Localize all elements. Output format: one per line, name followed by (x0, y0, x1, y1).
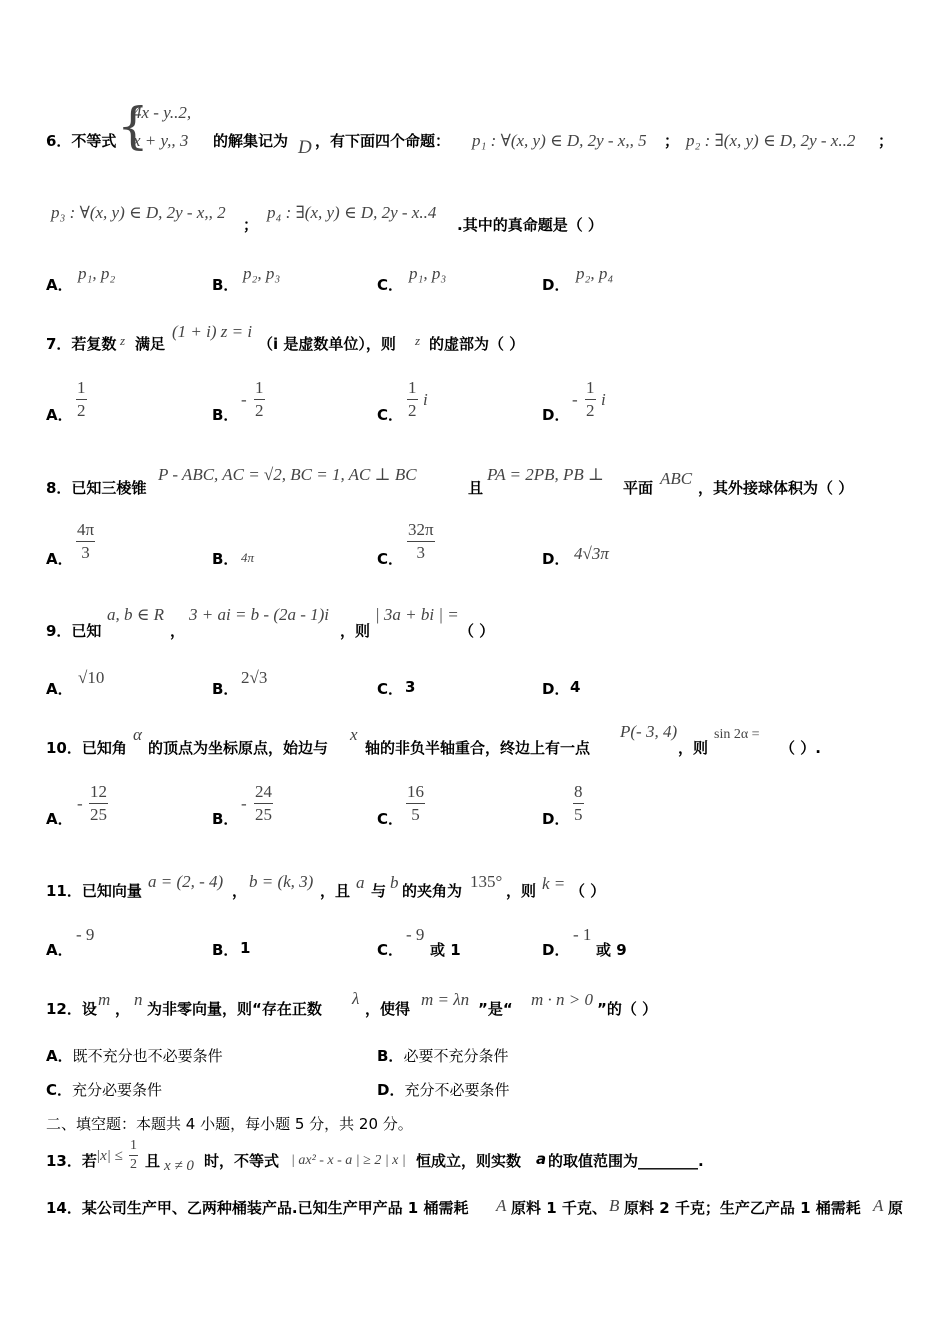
q7-number: 7．若复数 (46, 335, 117, 353)
q12-number: 12．设 (46, 1000, 97, 1018)
q11-vector-b: b = (k, 3) (249, 872, 314, 891)
q9-comma: ， (170, 622, 186, 640)
q10-sin: sin 2α = (714, 727, 760, 742)
q6-option-b-label: B． (212, 276, 239, 294)
q11-b: b (390, 873, 399, 892)
q6-system-line-2: x + y,, 3 (133, 131, 189, 150)
q14-text-1: 14．某公司生产甲、乙两种桶装产品.已知生产甲产品 1 桶需耗 (46, 1199, 469, 1217)
q6-semi-1: ； (664, 132, 680, 150)
q6-p2: p₂ : ∃(x, y) ∈ D, 2y - x..2 (686, 131, 856, 150)
q10-text-1: 的顶点为坐标原点，始边与 (148, 739, 329, 757)
q6-text-a: 的解集记为 (213, 132, 289, 150)
q10-option-a-sign: - (77, 794, 83, 813)
q12-option-c: C．充分必要条件 (46, 1081, 163, 1099)
q7-z-1: z (120, 333, 126, 348)
q13-text-2: 恒成立，则实数 (416, 1152, 522, 1170)
q7-z-2: z (415, 333, 421, 348)
q9-math-3: | 3a + bi | = (375, 605, 459, 624)
q11-tail: （ ） (570, 882, 606, 900)
q11-option-a-label: A． (46, 941, 73, 959)
q12-m: m (98, 990, 111, 1009)
q8-option-a-fraction: 4π 3 (77, 520, 95, 562)
q13-abs-x: |x| ≤ (96, 1148, 123, 1164)
q11-option-a-value: - 9 (76, 925, 95, 944)
q6-set-d: D (298, 137, 312, 158)
q7-equation: (1 + i) z = i (172, 322, 253, 341)
q8-option-c-fraction: 32π 3 (408, 520, 434, 562)
q7-option-c-fraction: 1 2 (408, 378, 417, 420)
q8-math-2: PA = 2PB, PB ⊥ (487, 465, 605, 484)
q6-number: 6．不等式 (46, 132, 117, 150)
q6-semi-3: ； (243, 216, 259, 234)
q12-option-b: B．必要不充分条件 (377, 1047, 509, 1065)
q7-option-b-label: B． (212, 406, 239, 424)
q7-option-d-suffix: i (601, 390, 606, 409)
q9-then: ，则 (340, 622, 371, 640)
q11-vector-a: a = (2, - 4) (148, 872, 224, 891)
q8-option-b-label: B． (212, 550, 239, 568)
q12-text-1: 为非零向量，则“存在正数 (147, 1000, 322, 1018)
q12-text-2: ，使得 (365, 1000, 411, 1018)
q11-number: 11．已知向量 (46, 882, 142, 900)
q8-tail: ，其外接球体积为（ ） (698, 479, 854, 497)
q7-option-b-fraction: 1 2 (255, 378, 264, 420)
q10-text-2: 轴的非负半轴重合，终边上有一点 (365, 739, 591, 757)
q11-option-b-label: B． (212, 941, 239, 959)
q7-tail: 的虚部为（ ） (429, 335, 525, 353)
q13-and: 且 (145, 1152, 161, 1170)
q9-math-1: a, b ∈ R (107, 605, 164, 624)
q13-text-1: 时，不等式 (204, 1152, 280, 1170)
q7-option-a-label: A． (46, 406, 73, 424)
q11-with: 与 (371, 882, 387, 900)
q9-option-d-label: D． (542, 680, 570, 698)
q11-angle: 135° (470, 872, 503, 891)
q9-tail: （ ） (459, 622, 495, 640)
q12-equation: m = λn (421, 990, 470, 1009)
q11-option-d-value: - 1 (573, 925, 592, 944)
q6-option-c-math: p₁, p₃ (409, 264, 447, 283)
q6-option-c-label: C． (377, 276, 404, 294)
q7-option-d-fraction: 1 2 (586, 378, 595, 420)
q10-option-c-label: C． (377, 810, 404, 828)
q9-option-a-label: A． (46, 680, 73, 698)
q6-option-d-math: p₂, p₄ (576, 264, 614, 283)
q11-and: ，且 (320, 882, 351, 900)
q8-math-1: P - ABC, AC = √2, BC = 1, AC ⊥ BC (158, 465, 417, 484)
q13-text-3: 的取值范围为________. (548, 1152, 704, 1170)
q13-half-fraction: 1 2 (130, 1138, 137, 1172)
q6-option-d-label: D． (542, 276, 570, 294)
q9-option-d-value: 4 (570, 678, 581, 696)
q14-text-2: 原料 1 千克、 (511, 1199, 607, 1217)
q10-option-b-label: B． (212, 810, 239, 828)
q14-a-2: A (873, 1196, 884, 1215)
q11-then: ，则 (506, 882, 537, 900)
q6-option-b-math: p₂, p₃ (243, 264, 281, 283)
q7-option-b-sign: - (241, 390, 247, 409)
q7-option-d-sign: - (572, 390, 578, 409)
q14-text-3: 原料 2 千克；生产乙产品 1 桶需耗 (624, 1199, 861, 1217)
q12-text-4: ”的（ ） (597, 1000, 658, 1018)
q13-number: 13．若 (46, 1152, 97, 1170)
q6-semi-2: ； (878, 132, 894, 150)
q8-option-b-value: 4π (241, 550, 255, 565)
q7-option-c-label: C． (377, 406, 404, 424)
q7-option-c-suffix: i (423, 390, 428, 409)
q6-p4: p₄ : ∃(x, y) ∈ D, 2y - x..4 (267, 203, 437, 222)
q10-option-a-label: A． (46, 810, 73, 828)
q12-text-3: ”是“ (478, 1000, 513, 1018)
q6-system-line-1: 4x - y..2, (133, 103, 192, 122)
q9-math-2: 3 + ai = b - (2a - 1)i (189, 605, 330, 624)
q11-comma: ， (232, 882, 248, 900)
q13-a: a (536, 1150, 547, 1168)
q6-system-brace: { (117, 97, 149, 155)
q9-option-a-value: √10 (78, 668, 105, 687)
q11-option-d-label: D． (542, 941, 570, 959)
q11-angle-text: 的夹角为 (402, 882, 463, 900)
q13-x-nonzero: x ≠ 0 (164, 1158, 194, 1174)
q8-option-d-label: D． (542, 550, 570, 568)
q10-number: 10．已知角 (46, 739, 127, 757)
q11-option-c-suffix: 或 1 (430, 941, 461, 959)
q7-option-d-label: D． (542, 406, 570, 424)
q7-paren: （i 是虚数单位），则 (258, 335, 396, 353)
q11-k: k = (542, 874, 566, 893)
q12-comma: ， (115, 1000, 131, 1018)
q10-alpha: α (133, 725, 142, 744)
q9-option-b-value: 2√3 (241, 668, 268, 687)
q8-option-a-label: A． (46, 550, 73, 568)
q12-n: n (134, 990, 143, 1009)
q14-b-1: B (609, 1196, 620, 1215)
q12-lambda: λ (352, 989, 360, 1008)
q10-option-b-fraction: 24 25 (255, 782, 272, 824)
section-2-heading: 二、填空题：本题共 4 小题，每小题 5 分，共 20 分。 (46, 1115, 413, 1133)
q8-number: 8．已知三棱锥 (46, 479, 147, 497)
q10-then: ，则 (678, 739, 709, 757)
q7-mid: 满足 (135, 335, 166, 353)
q10-option-b-sign: - (241, 794, 247, 813)
q10-point: P(- 3, 4) (620, 722, 678, 741)
q9-option-c-label: C． (377, 680, 404, 698)
q11-option-c-label: C． (377, 941, 404, 959)
q7-option-a-fraction: 1 2 (77, 378, 86, 420)
q6-option-a-label: A． (46, 276, 73, 294)
q11-a: a (356, 873, 365, 892)
q8-option-c-label: C． (377, 550, 404, 568)
q13-inequality: | ax² - x - a | ≥ 2 | x | (291, 1153, 406, 1168)
q10-option-d-fraction: 8 5 (574, 782, 583, 824)
q10-option-a-fraction: 12 25 (90, 782, 107, 824)
q6-p1: p₁ : ∀(x, y) ∈ D, 2y - x,, 5 (472, 131, 647, 150)
q10-x: x (350, 725, 358, 744)
q10-option-d-label: D． (542, 810, 570, 828)
q6-option-a-math: p₁, p₂ (78, 264, 116, 283)
q12-dot-product: m · n > 0 (531, 990, 593, 1009)
q9-number: 9．已知 (46, 622, 102, 640)
q9-option-c-value: 3 (405, 678, 416, 696)
q9-option-b-label: B． (212, 680, 239, 698)
q8-and: 且 (468, 479, 484, 497)
q11-option-b-value: 1 (240, 939, 251, 957)
q6-text-b: ，有下面四个命题： (315, 132, 451, 150)
q11-option-c-value: - 9 (406, 925, 425, 944)
q8-plane: 平面 (623, 479, 654, 497)
q12-option-a: A．既不充分也不必要条件 (46, 1047, 223, 1065)
q8-option-d-value: 4√3π (574, 544, 609, 563)
q6-tail: .其中的真命题是（ ） (457, 216, 603, 234)
q14-a-1: A (496, 1196, 507, 1215)
q10-option-c-fraction: 16 5 (407, 782, 424, 824)
q6-p3: p₃ : ∀(x, y) ∈ D, 2y - x,, 2 (51, 203, 226, 222)
q14-text-4: 原 (888, 1199, 904, 1217)
q10-tail: （ ）. (780, 739, 821, 757)
q11-option-d-suffix: 或 9 (596, 941, 627, 959)
q8-abc: ABC (660, 469, 693, 488)
q12-option-d: D．充分不必要条件 (377, 1081, 510, 1099)
